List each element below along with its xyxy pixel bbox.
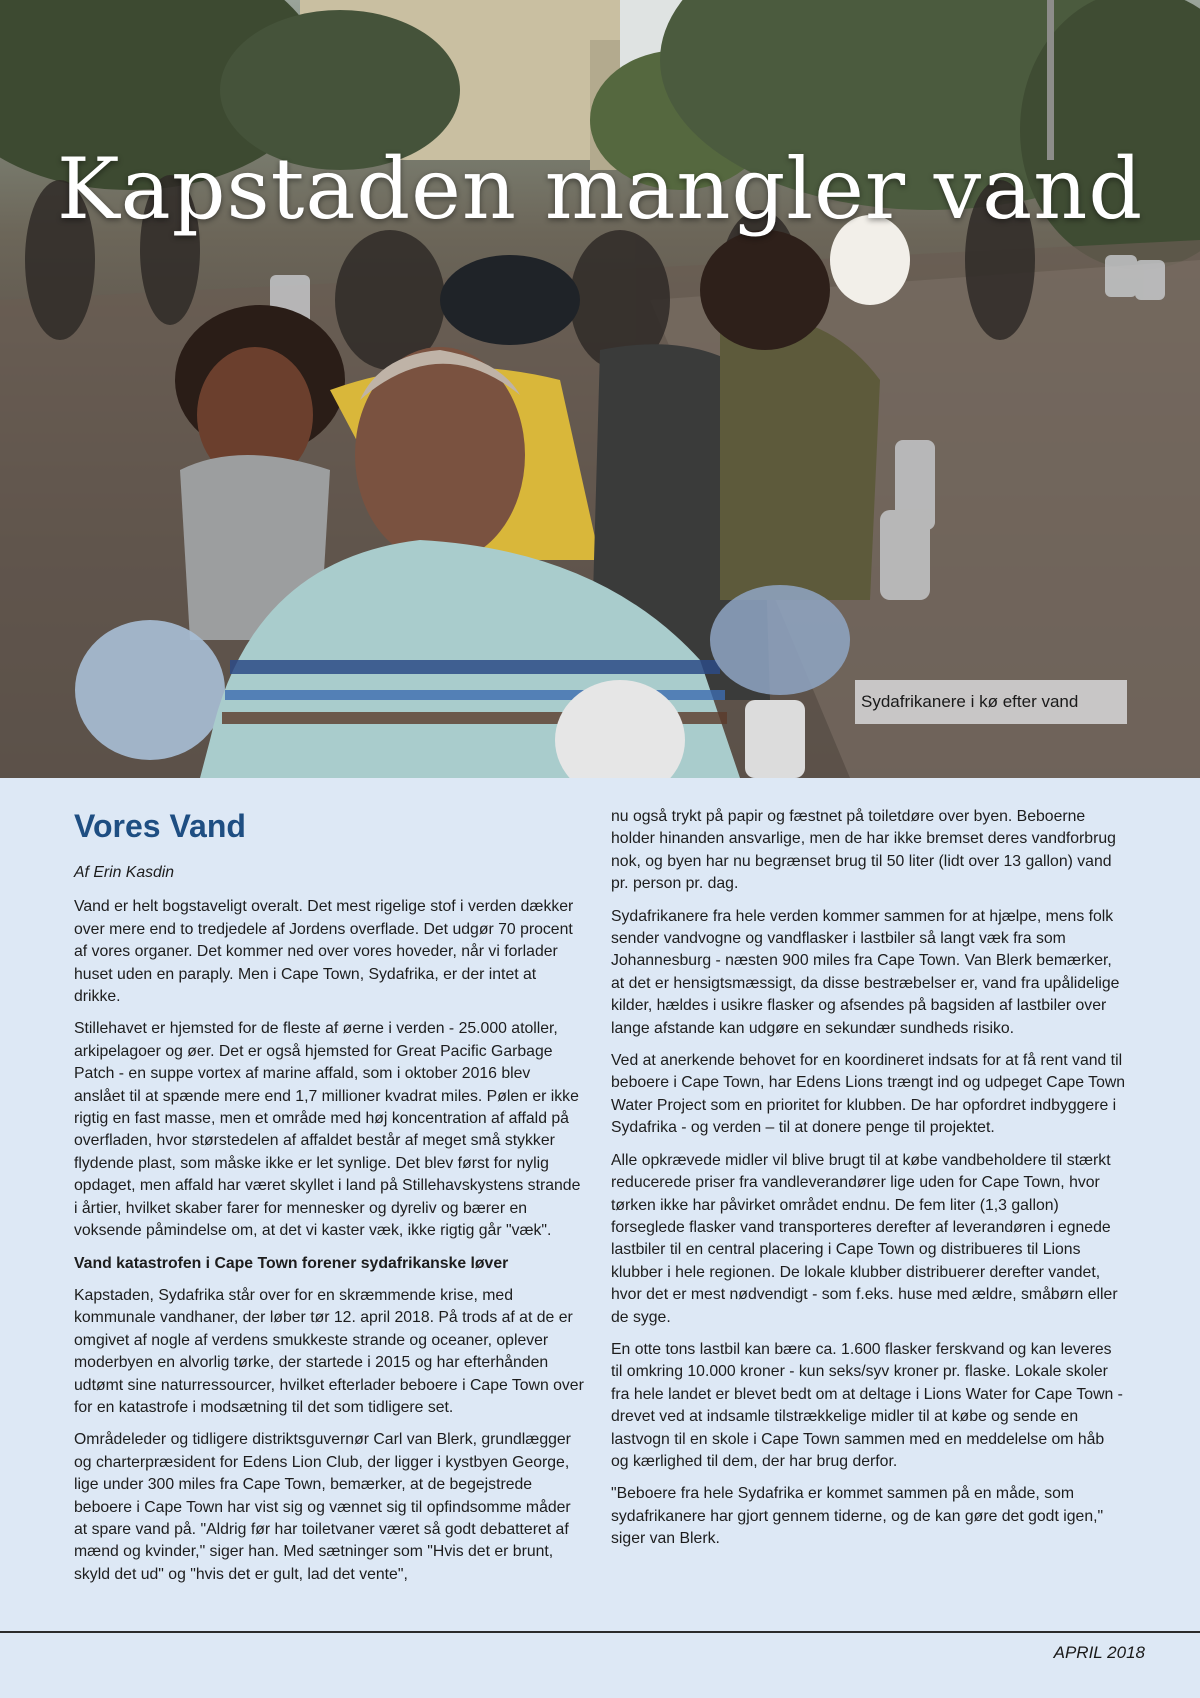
article-heading: Vores Vand [74,808,246,844]
article-paragraph: Områdeleder og tidligere distriktsguvernør Carl van Blerk, grundlægger og charterpræsident for Edens Lion Club, der ligger i kystbyen George, lige under 300 miles fra Cape Town, bemærker, at de begejstrede beboere i Cape Town har vist sig og vænnet sig til opfindsomme måder at spare vand på. "Aldrig før har toiletvaner været så godt debatteret af mænd og kvinder," siger han. Med sætninger som "Hvis det er brunt, skyld det ud" og "hvis det er gult, lad det vente", [74,1431,571,1583]
article-byline: Af Erin Kasdin [74,864,175,881]
footer-divider [0,1631,1200,1633]
hero-photo [0,0,1200,778]
article-paragraph: Stillehavet er hjemsted for de fleste af øerne i verden - 25.000 atoller, arkipelagoer og øer. Det er også hjemsted for Great Pacific Garbage Patch - en suppe vortex af marine affald, som i oktober 2016 blev anslået til at spænde mere end 1,7 millioner kvadrat miles. Pølen er ikke rigtig en fast masse, men et område med høj koncentration af affald på overfladen, hvor størstedelen af affaldet består af meget små stykker flydende plast, som måske ikke er let synlige. Det blev først for nylig opdaget, men affald har været skyllet i land på Stillehavskystens strande i årtier, hvilket skaber farer for mennesker og dyreliv og bærer en voksende påmindelse om, at det vi kaster væk, ikke rigtig går "væk". [74,1020,581,1240]
article-paragraph: Ved at anerkende behovet for en koordineret indsats for at få rent vand til beboere i Cape Town, har Edens Lions trængt ind og udpeget Cape Town Water Project som en prioritet for klubben. De har opfordret indbyggere i Sydafrika - og verden – til at donere penge til projektet. [611,1052,1126,1137]
article-paragraph: Alle opkrævede midler vil blive brugt til at købe vandbeholdere til stærkt reducerede priser fra vandleverandører lige uden for Cape Town, hvor tørken ikke har påvirket området endnu. De fem liter (1,3 gallon) forseglede flasker vand transporteres derefter af leverandøren i egnede lastbiler til en central placering i Cape Town og distribueres til Lions klubber i hele regionen. De lokale klubber distribuerer derefter vandet, hvor det er mest nødvendigt - som f.eks. huse med ældre, småbørn eller de syge. [611,1151,1118,1326]
article-paragraph: "Beboere fra hele Sydafrika er kommet sammen på en måde, som sydafrikanere har gjort gennem tiderne, og de kan gøre det godt igen," siger van Blerk. [611,1485,1104,1548]
article-paragraph: Kapstaden, Sydafrika står over for en skræmmende krise, med kommunale vandhaner, der løber tør 12. april 2018. På trods af at de er omgivet af nogle af verdens smukkeste strande og oceaner, oplever moderbyen en alvorlig tørke, der startede i 2015 og har efterhånden udtømt sine naturressourcer, hvilket efterlader beboere i Cape Town over for en katastrofe i modsætning til det som tidligere set. [74,1286,584,1416]
article-paragraph: nu også trykt på papir og fæstnet på toiletdøre over byen. Beboerne holder hinanden ansvarlige, men de har ikke bremset deres vandforbrug nok, og byen har nu begrænset brug til 50 liter (lidt over 13 gallon) vand pr. person pr. dag. [611,808,1116,893]
footer-date: APRIL 2018 [1053,1643,1145,1662]
photo-caption: Sydafrikanere i kø efter vand [855,680,1127,724]
article-right-column [611,806,1126,1561]
hero-photo-illustration [0,0,1200,778]
article-paragraph: Vand er helt bogstaveligt overalt. Det mest rigelige stof i verden dækker over mere end to tredjedele af Jordens overflade. Det udgør 70 procent af vores organer. Det kommer ned over vores hoveder, når vi forlader huset uden en paraply. Men i Cape Town, Sydafrika, er der intet at drikke. [74,898,574,1006]
page-title: Kapstaden mangler vand [56,140,1144,238]
article-paragraph: En otte tons lastbil kan bære ca. 1.600 flasker ferskvand og kan leveres til omkring 10.000 kroner - kun seks/syv kroner pr. flaske. Lokale skoler fra hele landet er blevet bedt om at deltage i Lions Water for Cape Town - drevet ved at indsamle tilstrækkelige midler til at købe og sende en lastvogn til en skole i Cape Town sammen med en meddelelse om håb og kærlighed til dem, der har brug derfor. [611,1340,1123,1470]
article-subheading: Vand katastrofen i Cape Town forener sydafrikanske løver [74,1254,509,1272]
article-paragraph: Sydafrikanere fra hele verden kommer sammen for at hjælpe, mens folk sender vandvogne og vandflasker i lastbiler så langt væk fra som Johannesburg - næsten 900 miles fra Cape Town. Van Blerk bemærker, at det er hensigtsmæssigt, da disse bestræbelser er, vand fra upålidelige kilder, hældes i usikre flasker og afsendes på bagsiden af lastbiler over lange afstande kan udgøre en sekundær sundheds risiko. [611,907,1120,1037]
article-left-column [74,806,584,1596]
